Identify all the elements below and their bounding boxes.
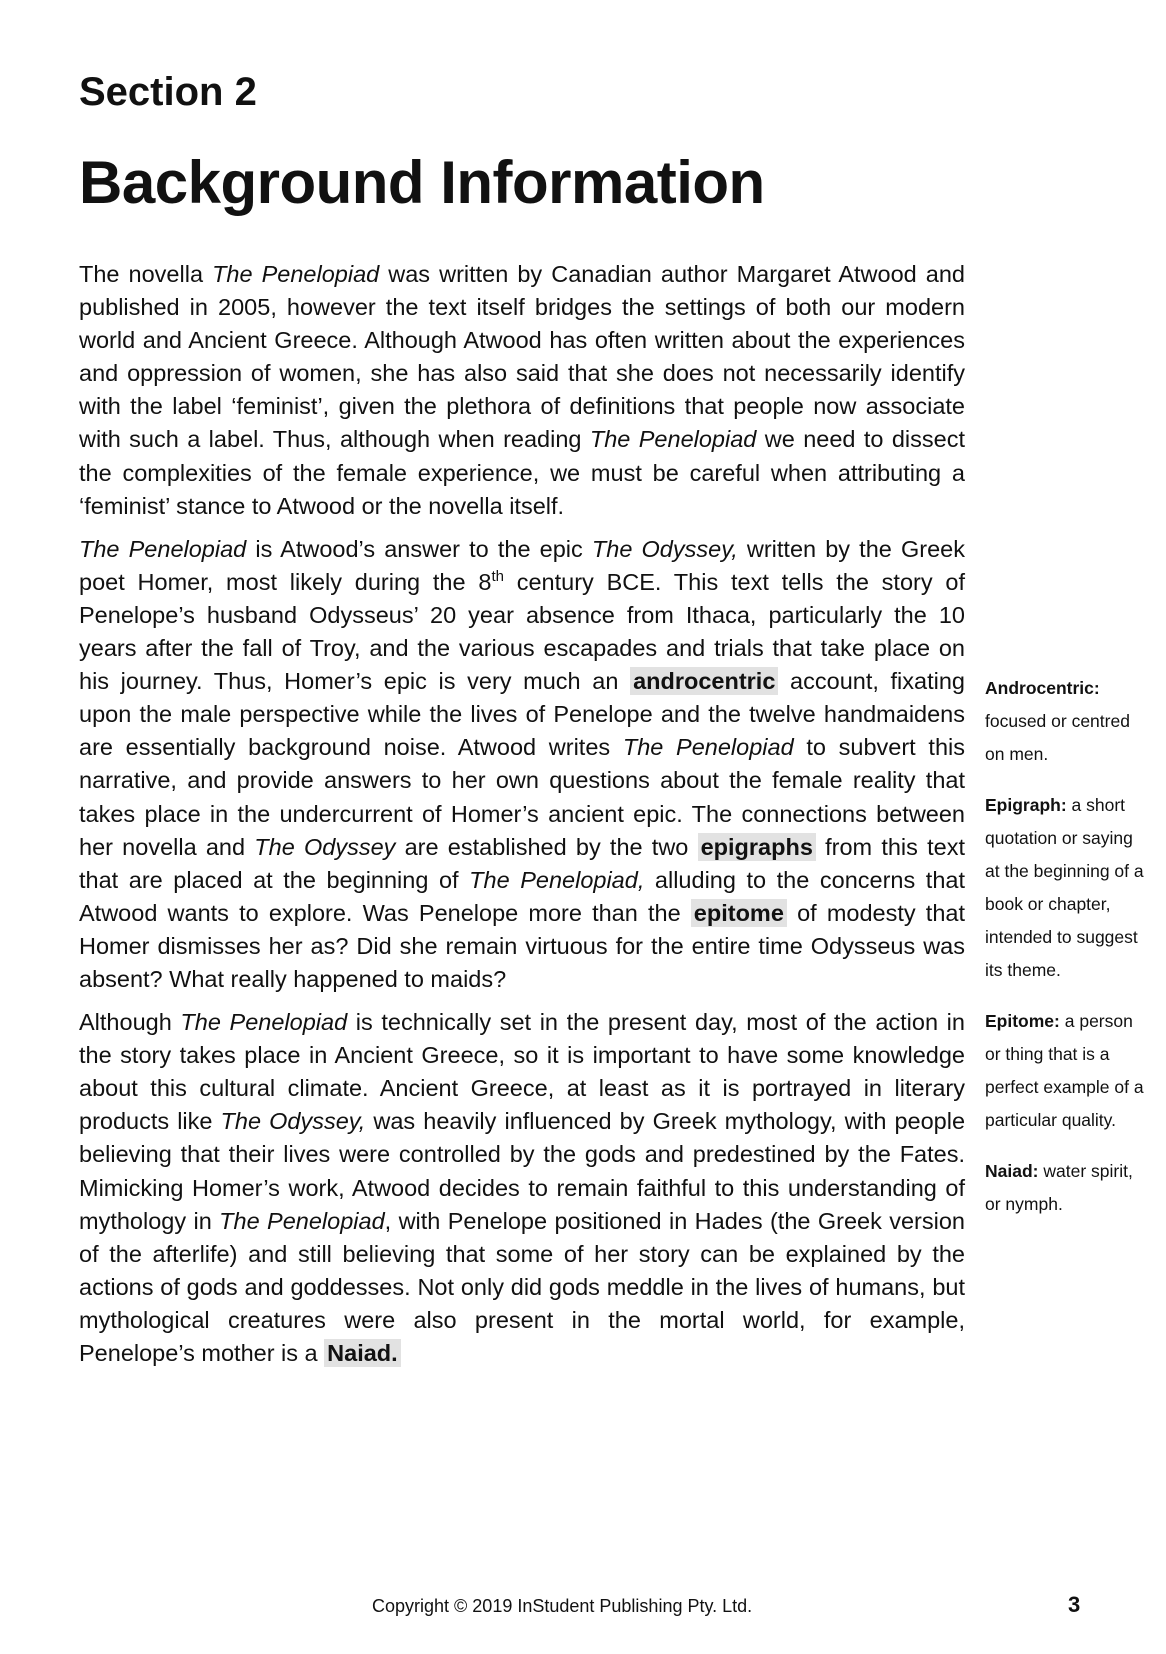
glossary-highlight-naiad: Naiad. — [324, 1339, 401, 1367]
text-run: account, fixating upon the male perspective while the lives of Penelope and the twelve handmaidens are essentially background noise. Atwood writes — [79, 668, 965, 761]
glossary-term: Androcentric: — [985, 678, 1100, 698]
glossary-definition: water spirit, or nymph. — [985, 1161, 1133, 1214]
book-title: The Odyssey, — [591, 535, 738, 562]
book-title: The Penelopiad — [589, 426, 757, 453]
page-title: Background Information — [79, 149, 765, 216]
glossary-highlight-androcentric: androcentric — [630, 667, 778, 695]
glossary-term: Naiad: — [985, 1161, 1039, 1181]
copyright-footer: Copyright © 2019 InStudent Publishing Pty. Ltd. — [372, 1596, 753, 1616]
text-run: alluding to the concerns that Atwood wants to explore. Was Penelope more than the — [79, 866, 966, 926]
book-title: The Penelopiad — [622, 734, 794, 761]
book-title: The Penelopiad — [79, 535, 247, 562]
book-title: The Penelopiad, — [469, 866, 645, 893]
glossary-definition: a short quotation or saying at the beginning of a book or chapter, intended to suggest its theme. — [985, 795, 1144, 980]
text-run: , with Penelope positioned in Hades (the Greek version of the afterlife) and still believing that some of her story can be explained by the actions of gods and goddesses. Not only did gods meddle in the lives of humans, but mythological creatures were also present in the mortal world, for example, Penelope’s mother is a — [79, 1207, 965, 1366]
text-run: of modesty that Homer dismisses her as? Did she remain virtuous for the entire time Odysseus was absent? What really happened to maids? — [79, 899, 965, 992]
glossary-term: Epitome: — [985, 1011, 1060, 1031]
text-run: from this text that are placed at the beginning of — [79, 833, 965, 893]
glossary-sidebar — [985, 672, 1145, 1239]
text-run: is Atwood’s answer to the epic — [246, 535, 592, 562]
glossary-definition: a person or thing that is a perfect example of a particular quality. — [985, 1011, 1144, 1130]
body-text — [79, 258, 965, 1380]
book-title: The Penelopiad — [212, 261, 380, 287]
section-label: Section 2 — [79, 70, 257, 114]
glossary-highlight-epigraphs: epigraphs — [698, 833, 816, 861]
text-run: are established by the two — [395, 833, 698, 860]
text-run: was heavily influenced by Greek mythology, with people believing that their lives were controlled by the gods and predestined by the Fates. Mimicking Homer’s work, Atwood decides to remain faithful to this understanding of mythology in — [79, 1108, 966, 1234]
book-title: The Penelopiad — [219, 1207, 385, 1234]
book-title: The Odyssey, — [220, 1108, 366, 1135]
text-run: century BCE. This text tells the story of Penelope’s husband Odysseus’ 20 year absence from Ithaca, particularly the 10 years after the fall of Troy, and the various escapades and trials that take place on his journey. Thus, Homer’s epic is very much an — [79, 568, 965, 695]
glossary-entry — [985, 672, 1145, 771]
glossary-highlight-epitome: epitome — [691, 899, 787, 927]
book-title: The Odyssey — [254, 833, 396, 860]
ordinal-superscript: th — [491, 568, 504, 586]
page-number: 3 — [1068, 1592, 1081, 1617]
text-run: Although — [79, 1009, 181, 1036]
text-run: we need to dissect the complexities of the female experience, we must be careful when attributing a ‘feminist’ stance to Atwood or the novella itself. — [79, 426, 965, 519]
glossary-entry — [985, 1005, 1145, 1137]
glossary-term: Epigraph: — [985, 795, 1067, 815]
glossary-entry — [985, 789, 1145, 987]
paragraph-3 — [79, 1006, 965, 1370]
paragraph-1 — [79, 258, 965, 523]
text-run: is technically set in the present day, most of the action in the story takes place in Ancient Greece, so it is important to have some knowledge about this cultural climate. Ancient Greece, at least as it is portrayed in literary products like — [79, 1009, 965, 1135]
text-run: was written by Canadian author Margaret Atwood and published in 2005, however the text itself bridges the settings of both our modern world and Ancient Greece. Although Atwood has often written about the experiences and oppression of women, she has also said that she does not necessarily identify with the label ‘feminist’, given the plethora of definitions that people now associate with such a label. Thus, although when reading — [79, 261, 965, 453]
text-run: to subvert this narrative, and provide answers to her own questions about the female reality that takes place in the undercurrent of Homer’s ancient epic. The connections between her novella and — [79, 734, 965, 860]
text-run: The novella — [79, 261, 213, 287]
glossary-definition: focused or centred on men. — [985, 711, 1130, 764]
text-run: written by the Greek poet Homer, most likely during the 8 — [79, 535, 965, 595]
paragraph-2 — [79, 533, 965, 996]
book-title: The Penelopiad — [180, 1009, 348, 1036]
glossary-entry — [985, 1155, 1145, 1221]
